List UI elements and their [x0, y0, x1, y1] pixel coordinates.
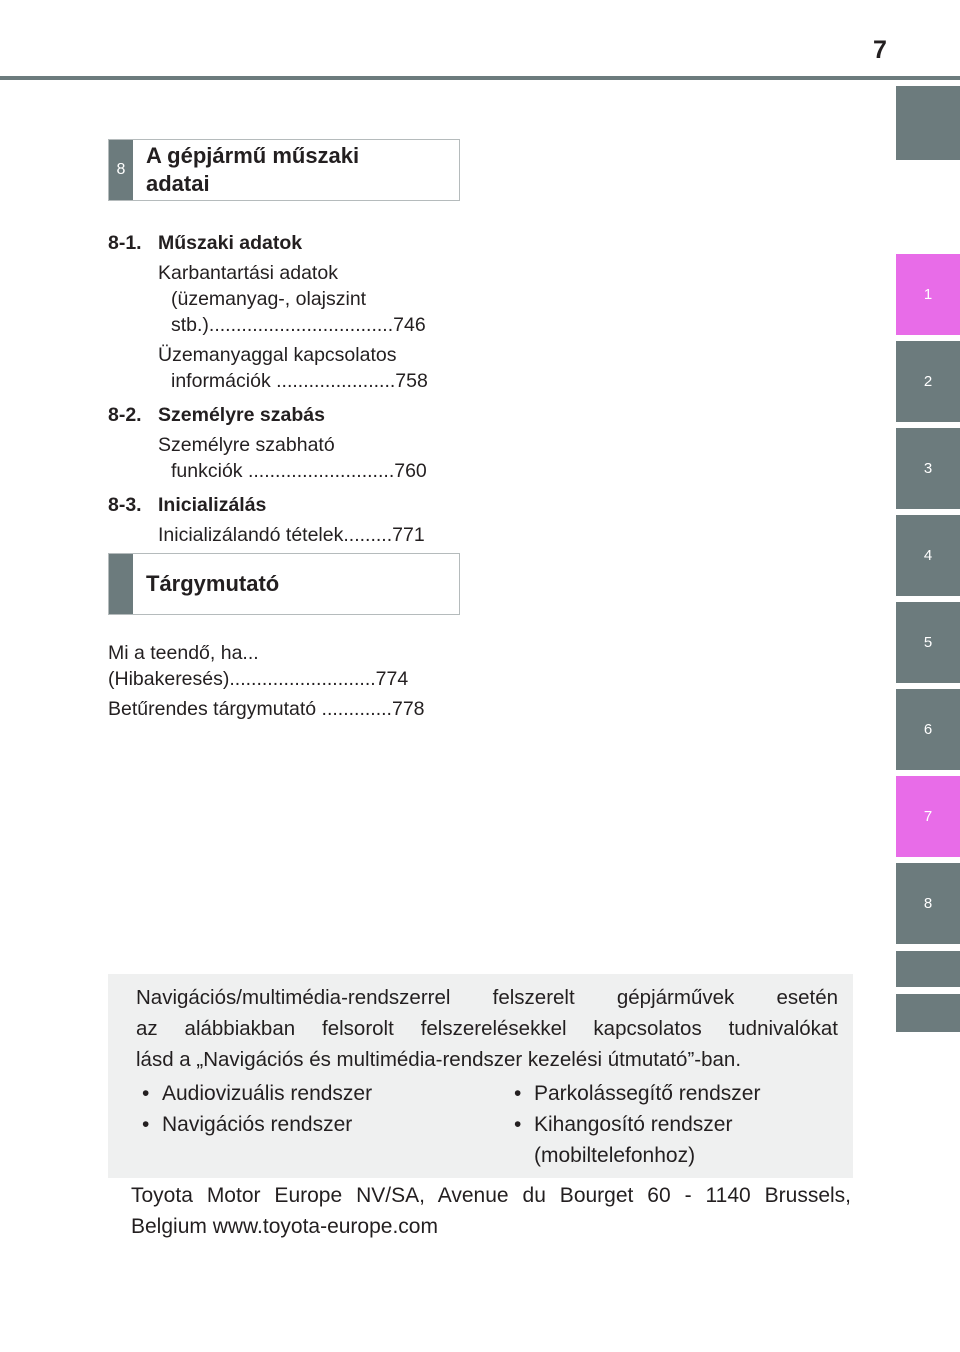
bullet-item: • Parkolássegítő rendszer [514, 1082, 761, 1105]
info-box [108, 974, 853, 1178]
side-tab-4[interactable]: 4 [896, 515, 960, 596]
section-8-header [108, 139, 460, 201]
section-8-marker: 8 [109, 140, 133, 200]
chapter-8-1[interactable]: 8-1. Műszaki adatok [108, 232, 303, 254]
index-header [108, 553, 460, 615]
side-tab-blank-top[interactable] [896, 86, 960, 160]
bullets-left [142, 1078, 372, 1140]
bullet-item: • Navigációs rendszer [142, 1113, 353, 1136]
side-tab-2[interactable]: 2 [896, 341, 960, 422]
bullet-item-continuation: (mobiltelefonhoz) [534, 1144, 696, 1167]
toc-entry-troubleshooting[interactable]: Mi a teendő, ha... (Hibakeresés)...........................774 [108, 642, 409, 690]
side-tab-1[interactable]: 1 [896, 254, 960, 335]
toc-entry-customizable-features[interactable]: Személyre szabható funkciók ...........................760 [158, 434, 427, 482]
toc-entry-alphabetical-index[interactable]: Betűrendes tárgymutató .............778 [108, 698, 425, 720]
toc-entry-initialization-items[interactable]: Inicializálandó tételek.........771 [158, 524, 425, 546]
toc-entry-maintenance-data[interactable]: Karbantartási adatok (üzemanyag-, olajszint stb.)..................................746 [158, 262, 426, 336]
side-tab-7[interactable]: 7 [896, 776, 960, 857]
index-title: Tárgymutató [146, 571, 280, 596]
top-rule [0, 76, 960, 80]
side-tab-3[interactable]: 3 [896, 428, 960, 509]
chapter-8-3[interactable]: 8-3. Inicializálás [108, 494, 267, 516]
page-number: 7 [873, 36, 887, 64]
publisher-footer: Toyota Motor Europe NV/SA, Avenue du Bourget 60 - 1140 Brussels, Belgium www.toyota-europe.com [131, 1184, 851, 1238]
info-text: Navigációs/multimédia-rendszerrel felszerelt gépjárművek esetén az alábbiakban felsorolt felszerelésekkel kapcsolatos tudnivalókat lásd a „Navigációs és multimédia-rendszer kezelési útmutató”-ban. [136, 986, 838, 1071]
chapter-8-2[interactable]: 8-2. Személyre szabás [108, 404, 325, 426]
bullet-item: • Audiovizuális rendszer [142, 1082, 373, 1105]
side-tab-6[interactable]: 6 [896, 689, 960, 770]
side-tab-blank-2[interactable] [896, 994, 960, 1032]
index-marker [109, 554, 133, 614]
bullets-right [514, 1078, 760, 1171]
index-toc [108, 640, 453, 722]
section-8-toc [108, 222, 453, 548]
side-tab-blank-1[interactable] [896, 951, 960, 987]
section-8-title: A gépjármű műszaki adatai [146, 143, 360, 196]
side-tab-8[interactable]: 8 [896, 863, 960, 944]
toc-entry-fuel-info[interactable]: Üzemanyaggal kapcsolatos információk ......................758 [158, 344, 428, 392]
bullet-item: • Kihangosító rendszer [514, 1113, 733, 1136]
side-tab-5[interactable]: 5 [896, 602, 960, 683]
